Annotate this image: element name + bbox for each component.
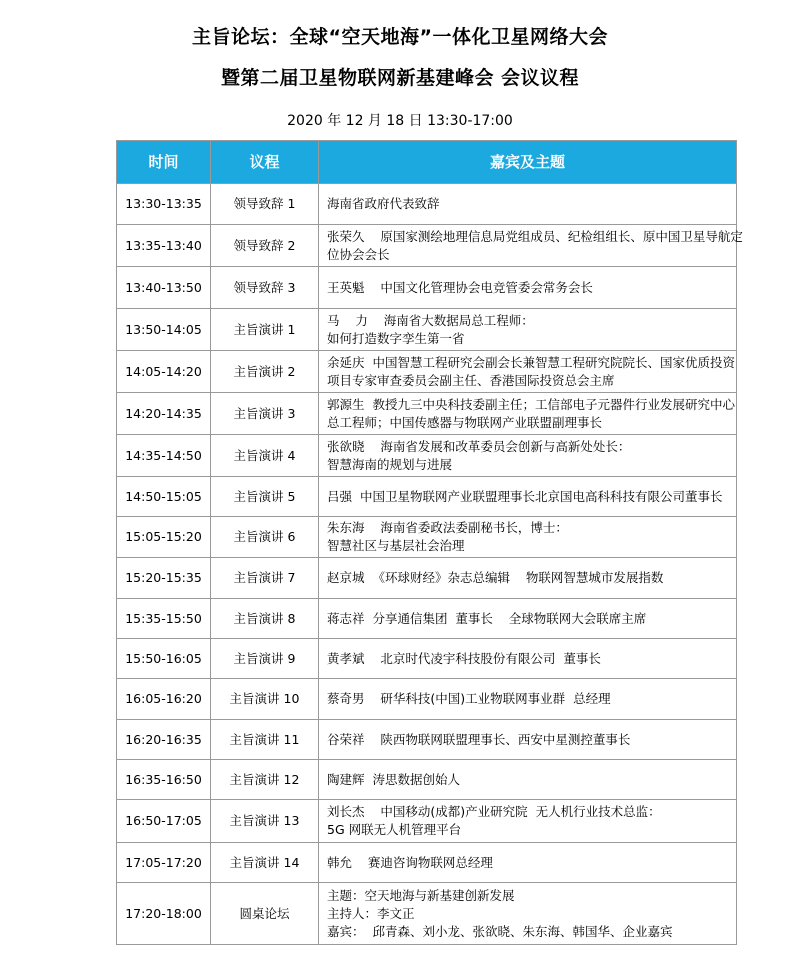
agenda-row bbox=[117, 267, 737, 309]
agenda-row bbox=[117, 599, 737, 639]
guest-line: 王英魁 中国文化管理协会电竞管委会常务会长 bbox=[327, 279, 593, 295]
agenda-row bbox=[117, 351, 737, 393]
agenda-time: 15:05-15:20 bbox=[117, 517, 211, 558]
agenda-row bbox=[117, 639, 737, 679]
agenda-time: 15:20-15:35 bbox=[117, 558, 211, 599]
agenda-item: 主旨演讲 2 bbox=[211, 351, 319, 393]
agenda-time: 16:05-16:20 bbox=[117, 679, 211, 720]
guest-line: 如何打造数字孪生第一省 bbox=[327, 330, 465, 346]
agenda-item: 主旨演讲 9 bbox=[211, 639, 319, 679]
guest-line: 刘长杰 中国移动(成都)产业研究院 无人机行业技术总监： bbox=[327, 804, 661, 819]
agenda-table bbox=[116, 140, 743, 945]
agenda-item: 主旨演讲 12 bbox=[211, 760, 319, 800]
agenda-time: 15:35-15:50 bbox=[117, 599, 211, 639]
agenda-time: 14:35-14:50 bbox=[117, 435, 211, 477]
guest-line: 韩允 赛迪咨询物联网总经理 bbox=[327, 854, 493, 870]
agenda-guest bbox=[319, 435, 737, 477]
guest-line: 主题：空天地海与新基建创新发展 bbox=[327, 887, 515, 903]
guest-line: 海南省政府代表致辞 bbox=[327, 196, 440, 211]
agenda-guest bbox=[319, 720, 737, 760]
agenda-guest bbox=[319, 351, 737, 393]
guest-line: 郭源生 教授九三中央科技委副主任；工信部电子元器件行业发展研究中心 bbox=[327, 396, 735, 412]
agenda-guest bbox=[319, 558, 737, 599]
agenda-row bbox=[117, 679, 737, 720]
agenda-time: 13:50-14:05 bbox=[117, 309, 211, 351]
guest-line: 黄孝斌 北京时代凌宇科技股份有限公司 董事长 bbox=[327, 650, 601, 666]
agenda-row bbox=[117, 883, 737, 945]
agenda-time: 14:50-15:05 bbox=[117, 477, 211, 517]
agenda-item: 主旨演讲 11 bbox=[211, 720, 319, 760]
guest-line: 余延庆 中国智慧工程研究会副会长兼智慧工程研究院院长、国家优质投资 bbox=[327, 354, 735, 370]
agenda-guest bbox=[319, 679, 737, 720]
agenda-item: 主旨演讲 5 bbox=[211, 477, 319, 517]
agenda-time: 16:20-16:35 bbox=[117, 720, 211, 760]
agenda-guest bbox=[319, 760, 737, 800]
guest-line: 朱东海 海南省委政法委副秘书长，博士： bbox=[327, 520, 568, 535]
agenda-time: 14:20-14:35 bbox=[117, 393, 211, 435]
agenda-item: 领导致辞 1 bbox=[211, 184, 319, 225]
agenda-guest bbox=[319, 225, 743, 267]
agenda-row bbox=[117, 760, 737, 800]
agenda-row bbox=[117, 843, 737, 883]
agenda-guest bbox=[319, 599, 737, 639]
guest-line: 项目专家审查委员会副主任、香港国际投资总会主席 bbox=[327, 372, 615, 388]
agenda-guest bbox=[319, 267, 737, 309]
agenda-guest bbox=[319, 477, 737, 517]
agenda-item: 领导致辞 2 bbox=[211, 225, 319, 267]
agenda-row bbox=[117, 477, 737, 517]
agenda-item: 圆桌论坛 bbox=[211, 883, 319, 945]
agenda-row bbox=[117, 225, 737, 267]
agenda-row bbox=[117, 184, 737, 225]
guest-line: 赵京城 《环球财经》杂志总编辑 物联网智慧城市发展指数 bbox=[327, 570, 664, 585]
agenda-item: 领导致辞 3 bbox=[211, 267, 319, 309]
agenda-time: 13:30-13:35 bbox=[117, 184, 211, 225]
agenda-guest bbox=[319, 517, 737, 558]
agenda-row bbox=[117, 558, 737, 599]
guest-line: 嘉宾： 邱青森、刘小龙、张欲晓、朱东海、韩国华、企业嘉宾 bbox=[327, 923, 673, 939]
guest-line: 陶建辉 涛思数据创始人 bbox=[327, 771, 460, 787]
guest-line: 吕强 中国卫星物联网产业联盟理事长北京国电高科科技有限公司董事长 bbox=[327, 488, 723, 504]
agenda-guest bbox=[319, 883, 737, 945]
guest-line: 蒋志祥 分享通信集团 董事长 全球物联网大会联席主席 bbox=[327, 610, 647, 626]
agenda-guest bbox=[319, 309, 737, 351]
agenda-time: 15:50-16:05 bbox=[117, 639, 211, 679]
agenda-item: 主旨演讲 6 bbox=[211, 517, 319, 558]
agenda-time: 17:20-18:00 bbox=[117, 883, 211, 945]
agenda-time: 13:35-13:40 bbox=[117, 225, 211, 267]
agenda-time: 14:05-14:20 bbox=[117, 351, 211, 393]
date-line: 2020 年 12 月 18 日 13:30-17:00 bbox=[287, 113, 513, 129]
guest-line: 智慧社区与基层社会治理 bbox=[327, 538, 465, 553]
agenda-guest bbox=[319, 843, 737, 883]
header-item: 议程 bbox=[211, 141, 319, 184]
agenda-item: 主旨演讲 14 bbox=[211, 843, 319, 883]
agenda-guest bbox=[319, 639, 737, 679]
agenda-item: 主旨演讲 4 bbox=[211, 435, 319, 477]
guest-line: 主持人：李文正 bbox=[327, 905, 415, 921]
agenda-guest bbox=[319, 393, 737, 435]
agenda-row bbox=[117, 517, 737, 558]
agenda-item: 主旨演讲 7 bbox=[211, 558, 319, 599]
page-title: 主旨论坛：全球“空天地海”一体化卫星网络大会 bbox=[192, 26, 608, 48]
agenda-time: 16:50-17:05 bbox=[117, 800, 211, 843]
agenda-row bbox=[117, 800, 737, 843]
guest-line: 谷荣祥 陕西物联网联盟理事长、西安中星测控董事长 bbox=[327, 731, 631, 747]
agenda-row bbox=[117, 435, 737, 477]
agenda-body bbox=[117, 184, 743, 945]
header-time: 时间 bbox=[117, 141, 211, 184]
guest-line: 马 力 海南省大数据局总工程师： bbox=[327, 312, 534, 328]
agenda-time: 13:40-13:50 bbox=[117, 267, 211, 309]
guest-line: 蔡奇男 研华科技(中国)工业物联网事业群 总经理 bbox=[327, 691, 611, 706]
agenda-guest bbox=[319, 800, 737, 843]
header-guest: 嘉宾及主题 bbox=[319, 141, 737, 184]
agenda-header-row bbox=[117, 141, 737, 184]
agenda-item: 主旨演讲 3 bbox=[211, 393, 319, 435]
agenda-item: 主旨演讲 8 bbox=[211, 599, 319, 639]
agenda-item: 主旨演讲 13 bbox=[211, 800, 319, 843]
page-subtitle: 暨第二届卫星物联网新基建峰会 会议议程 bbox=[220, 67, 580, 89]
guest-line: 5G 网联无人机管理平台 bbox=[327, 822, 462, 837]
agenda-guest bbox=[319, 184, 737, 225]
agenda-row bbox=[117, 309, 737, 351]
agenda-item: 主旨演讲 10 bbox=[211, 679, 319, 720]
guest-line: 张荣久 原国家测绘地理信息局党组成员、纪检组组长、原中国卫星导航定 bbox=[327, 228, 743, 244]
agenda-row bbox=[117, 393, 737, 435]
agenda-time: 17:05-17:20 bbox=[117, 843, 211, 883]
guest-line: 智慧海南的规划与进展 bbox=[327, 456, 453, 472]
agenda-item: 主旨演讲 1 bbox=[211, 309, 319, 351]
guest-line: 总工程师；中国传感器与物联网产业联盟副理事长 bbox=[327, 414, 603, 430]
guest-line: 张欲晓 海南省发展和改革委员会创新与高新处处长： bbox=[327, 438, 631, 454]
agenda-time: 16:35-16:50 bbox=[117, 760, 211, 800]
agenda-row bbox=[117, 720, 737, 760]
guest-line: 位协会会长 bbox=[327, 246, 390, 262]
